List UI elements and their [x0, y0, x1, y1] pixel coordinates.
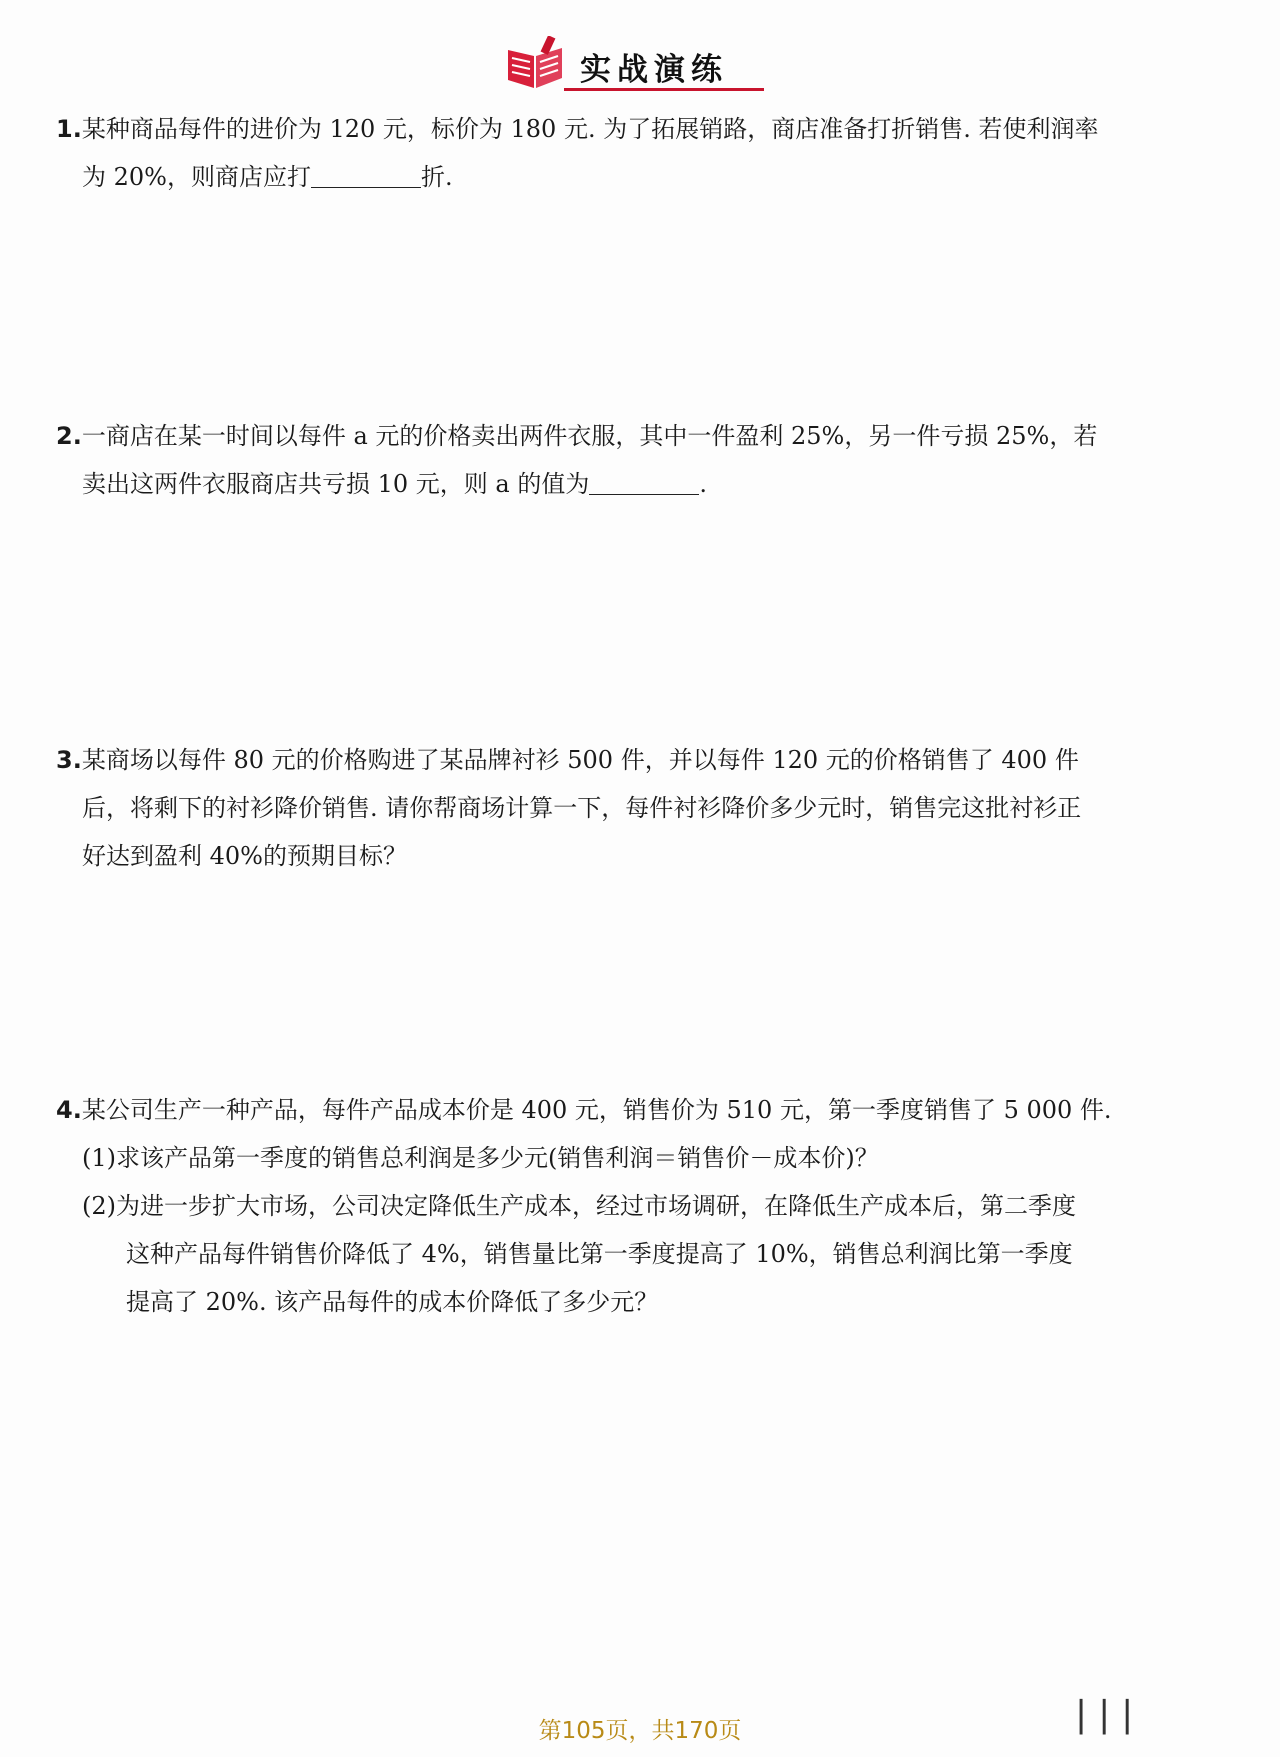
question-text: 这种产品每件销售价降低了 4%，销售量比第一季度提高了 10%，销售总利润比第一季度 [126, 1240, 1073, 1268]
question-text: 为 20%，则商店应打 [82, 163, 311, 191]
open-book-icon [500, 36, 570, 92]
question-text: 折. [420, 163, 453, 191]
question-1 [56, 105, 1236, 201]
question-text: 提高了 20%. 该产品每件的成本价降低了多少元？ [126, 1288, 659, 1316]
question-2 [56, 412, 1236, 508]
page-indicator: 第105页，共170页 [538, 1718, 742, 1744]
question-number: 2. [56, 422, 82, 450]
sub-question-2: (2)为进一步扩大市场，公司决定降低生产成本，经过市场调研，在降低生产成本后，第二季度 [82, 1192, 1076, 1220]
question-4 [56, 1086, 1236, 1326]
question-text: . [699, 470, 708, 498]
question-3 [56, 736, 1236, 880]
question-text: 后，将剩下的衬衫降价销售. 请你帮商场计算一下，每件衬衫降价多少元时，销售完这批衬衫正 [82, 794, 1082, 822]
question-number: 3. [56, 746, 82, 774]
question-number: 4. [56, 1096, 82, 1124]
section-header [500, 30, 770, 92]
question-text: 卖出这两件衣服商店共亏损 10 元，则 a 的值为 [82, 470, 590, 498]
title-underline [564, 88, 764, 91]
question-text: 某公司生产一种产品，每件产品成本价是 400 元，销售价为 510 元，第一季度销售了 5 000 件. [81, 1096, 1112, 1124]
question-number: 1. [56, 115, 82, 143]
question-text: 好达到盈利 40%的预期目标？ [82, 842, 407, 870]
answer-blank[interactable] [311, 163, 421, 188]
answer-blank[interactable] [589, 470, 699, 495]
section-title: 实战演练 [580, 52, 728, 88]
question-text: 某种商品每件的进价为 120 元，标价为 180 元. 为了拓展销路，商店准备打折销售. 若使利润率 [81, 115, 1099, 143]
question-text: 一商店在某一时间以每件 a 元的价格卖出两件衣服，其中一件盈利 25%，另一件亏损 25%，若 [81, 422, 1098, 450]
sub-question-1: (1)求该产品第一季度的销售总利润是多少元(销售利润＝销售价－成本价)？ [82, 1144, 879, 1172]
scan-mark: ▏▏▏ [1080, 1700, 1150, 1735]
question-text: 某商场以每件 80 元的价格购进了某品牌衬衫 500 件，并以每件 120 元的价格销售了 400 件 [81, 746, 1079, 774]
